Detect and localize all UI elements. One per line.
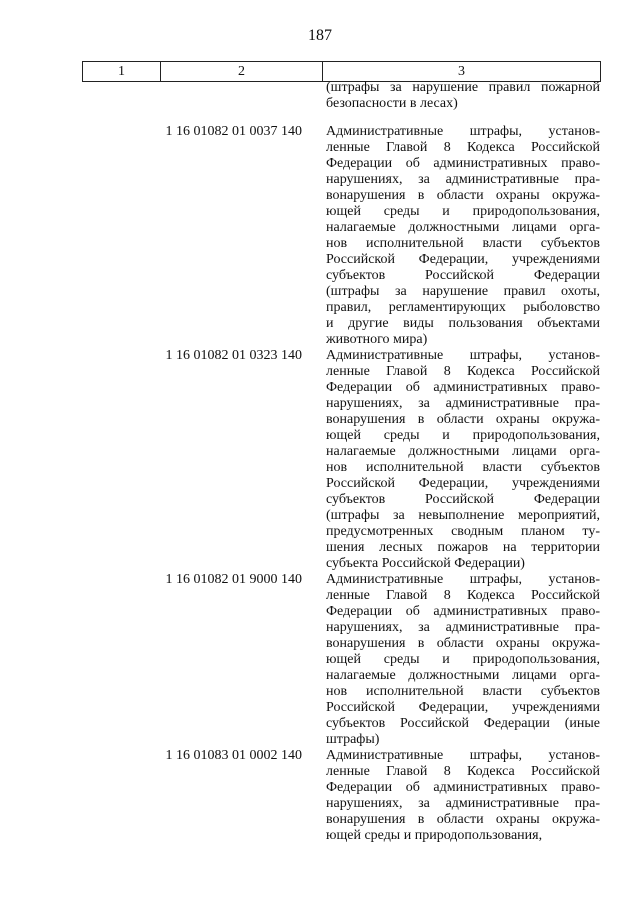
table-row bbox=[82, 80, 600, 112]
description-line: (штрафы за нарушение правил пожарной bbox=[326, 80, 600, 95]
budget-classification-code: 1 16 01082 01 0037 140 bbox=[165, 124, 302, 139]
description-line: Федерации об административных право- bbox=[326, 156, 600, 171]
description-line: нарушениях, за административные пра- bbox=[326, 620, 600, 635]
description-line: субъекта Российской Федерации) bbox=[326, 556, 525, 571]
description-line: шения лесных пожаров на территории bbox=[326, 540, 600, 555]
description-line: нарушениях, за административные пра- bbox=[326, 796, 600, 811]
table-row bbox=[82, 348, 600, 572]
description-line: правил, регламентирующих рыболовство bbox=[326, 300, 600, 315]
description-line: предусмотренных сводным планом ту- bbox=[326, 524, 600, 539]
table-row bbox=[82, 124, 600, 348]
description-line: нов исполнительной власти субъектов bbox=[326, 684, 600, 699]
description-line: нарушениях, за административные пра- bbox=[326, 396, 600, 411]
description-line: Административные штрафы, установ- bbox=[326, 748, 600, 763]
description-line: ющей среды и природопользования, bbox=[326, 652, 600, 667]
description-line: нов исполнительной власти субъектов bbox=[326, 236, 600, 251]
income-description bbox=[326, 748, 600, 844]
income-description bbox=[326, 348, 600, 572]
description-line: налагаемые должностными лицами орга- bbox=[326, 444, 600, 459]
description-line: ющей среды и природопользования, bbox=[326, 828, 543, 843]
income-description bbox=[326, 124, 600, 348]
budget-classification-code: 1 16 01083 01 0002 140 bbox=[165, 748, 302, 763]
description-line: вонарушения в области охраны окружа- bbox=[326, 412, 600, 427]
description-line: нарушениях, за административные пра- bbox=[326, 172, 600, 187]
description-line: ющей среды и природопользования, bbox=[326, 428, 600, 443]
header-col-1: 1 bbox=[83, 62, 161, 82]
description-line: субъектов Российской Федерации (иные bbox=[326, 716, 600, 731]
budget-classification-code bbox=[82, 80, 314, 112]
description-line: ленные Главой 8 Кодекса Российской bbox=[326, 764, 600, 779]
description-line: ленные Главой 8 Кодекса Российской bbox=[326, 588, 600, 603]
description-line: ленные Главой 8 Кодекса Российской bbox=[326, 364, 600, 379]
table-header bbox=[82, 61, 601, 82]
description-line: вонарушения в области охраны окружа- bbox=[326, 636, 600, 651]
description-line: и другие виды пользования объектами bbox=[326, 316, 600, 331]
description-line: Федерации об административных право- bbox=[326, 380, 600, 395]
description-line: Федерации об административных право- bbox=[326, 780, 600, 795]
income-description bbox=[326, 80, 600, 112]
description-line: Административные штрафы, установ- bbox=[326, 348, 600, 363]
description-line: вонарушения в области охраны окружа- bbox=[326, 812, 600, 827]
description-line: субъектов Российской Федерации bbox=[326, 268, 600, 283]
description-line: нов исполнительной власти субъектов bbox=[326, 460, 600, 475]
description-line: Российской Федерации, учреждениями bbox=[326, 252, 600, 267]
description-line: (штрафы за невыполнение мероприятий, bbox=[326, 508, 600, 523]
description-line: Российской Федерации, учреждениями bbox=[326, 700, 600, 715]
header-col-2: 2 bbox=[161, 62, 323, 82]
budget-classification-code: 1 16 01082 01 9000 140 bbox=[165, 572, 302, 587]
description-line: вонарушения в области охраны окружа- bbox=[326, 188, 600, 203]
description-line: субъектов Российской Федерации bbox=[326, 492, 600, 507]
description-line: Федерации об административных право- bbox=[326, 604, 600, 619]
budget-classification-code: 1 16 01082 01 0323 140 bbox=[165, 348, 302, 363]
description-line: штрафы) bbox=[326, 732, 380, 747]
description-line: налагаемые должностными лицами орга- bbox=[326, 668, 600, 683]
income-description bbox=[326, 572, 600, 748]
description-line: безопасности в лесах) bbox=[326, 96, 458, 111]
description-line: налагаемые должностными лицами орга- bbox=[326, 220, 600, 235]
description-line: ющей среды и природопользования, bbox=[326, 204, 600, 219]
table-row bbox=[82, 748, 600, 844]
table-row bbox=[82, 572, 600, 748]
header-col-3: 3 bbox=[323, 62, 601, 82]
description-line: (штрафы за нарушение правил охоты, bbox=[326, 284, 600, 299]
description-line: животного мира) bbox=[326, 332, 428, 347]
description-line: ленные Главой 8 Кодекса Российской bbox=[326, 140, 600, 155]
page-number: 187 bbox=[308, 27, 332, 44]
description-line: Административные штрафы, установ- bbox=[326, 572, 600, 587]
description-line: Российской Федерации, учреждениями bbox=[326, 476, 600, 491]
description-line: Административные штрафы, установ- bbox=[326, 124, 600, 139]
